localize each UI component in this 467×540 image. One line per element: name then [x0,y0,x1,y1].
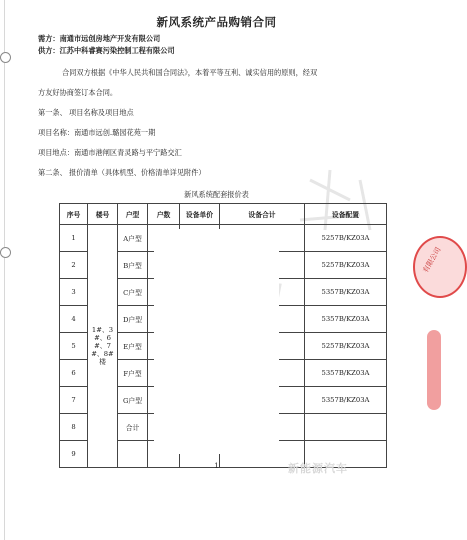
row-no: 9 [60,441,88,468]
page-number: 1 [214,462,219,470]
row-no: 5 [60,333,88,360]
row-type: F户型 [118,360,148,387]
supplier-line: 供方：江苏中科睿赛污染控制工程有限公司 [38,46,175,55]
page-binding-edge [4,0,5,540]
row-no: 3 [60,279,88,306]
binding-hole-top [0,52,11,63]
redaction-overlay [154,229,279,454]
buyer-line: 需方：南通市远创房地产开发有限公司 [38,34,161,43]
row-config: 5357B/KZ03A [305,360,387,387]
row-type: C户型 [118,279,148,306]
row-config: 5257B/KZ03A [305,225,387,252]
header-config: 设备配置 [305,204,387,225]
row-no: 4 [60,306,88,333]
article-2-heading: 第二条、 报价清单（具体机型、价格清单详见附件） [38,168,206,177]
row-config: 5257B/KZ03A [305,333,387,360]
seal-text: 有限公司 [421,245,443,275]
seal-fragment [427,330,441,410]
building-cell: 1#、3#、6#、7#、8#楼 [88,225,118,468]
row-type: G户型 [118,387,148,414]
row-type: 合计 [118,414,148,441]
row-no: 1 [60,225,88,252]
row-config [305,414,387,441]
row-type: A户型 [118,225,148,252]
row-no: 7 [60,387,88,414]
project-name: 项目名称：南通市远创.璐园花苑一期 [38,128,156,137]
row-type: E户型 [118,333,148,360]
row-no: 2 [60,252,88,279]
table-title: 新风系统配套报价表 [184,190,249,199]
header-units: 户数 [148,204,180,225]
header-total: 设备合计 [220,204,305,225]
row-no: 6 [60,360,88,387]
intro-line-2: 方友好协商签订本合同。 [38,88,118,97]
row-config: 5257B/KZ03A [305,252,387,279]
row-type: B户型 [118,252,148,279]
bottom-watermark: 新能源汽车 [288,462,348,475]
table-header-row [60,204,387,225]
row-config: 5357B/KZ03A [305,279,387,306]
row-config: 5357B/KZ03A [305,387,387,414]
header-unit-price: 设备单价 [180,204,220,225]
article-1-heading: 第一条、 项目名称及项目地点 [38,108,134,117]
row-no: 8 [60,414,88,441]
document-title: 新风系统产品购销合同 [156,15,277,29]
header-no: 序号 [60,204,88,225]
row-type: D户型 [118,306,148,333]
row-config: 5357B/KZ03A [305,306,387,333]
header-type: 户型 [118,204,148,225]
intro-line-1: 合同双方根据《中华人民共和国合同法》，本着平等互利、诚实信用的原则，经双 [62,68,318,77]
header-building: 楼号 [88,204,118,225]
binding-hole-middle [0,247,11,258]
project-location: 项目地点：南通市港闸区青灵路与平宁路交汇 [38,148,182,157]
